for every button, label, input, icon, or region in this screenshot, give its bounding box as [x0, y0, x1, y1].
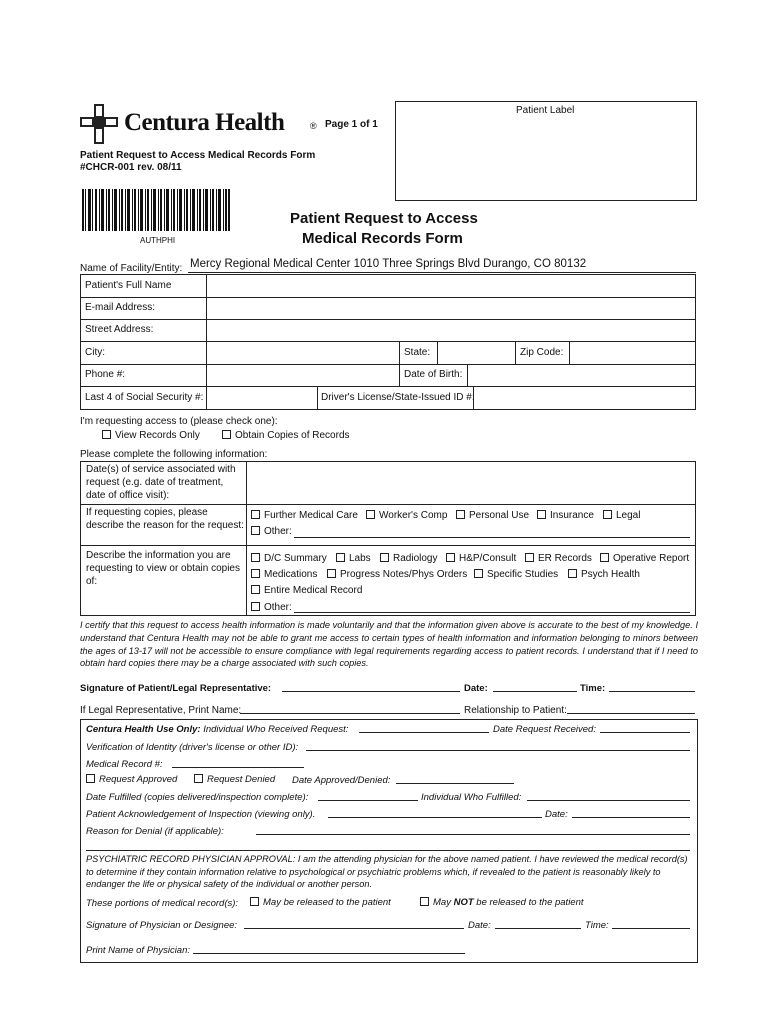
signature-label: Signature of Patient/Legal Representative: [80, 683, 272, 694]
patient-full-name-input[interactable] [207, 275, 695, 296]
received-by-input[interactable] [359, 723, 489, 733]
street-input[interactable] [207, 320, 695, 340]
reason-workers-comp[interactable]: Worker's Comp [366, 510, 447, 521]
dates-label-2: request (e.g. date of treatment, [86, 477, 224, 488]
state-input[interactable] [438, 342, 514, 363]
date-received-input[interactable] [600, 723, 690, 733]
type-dc-summary[interactable]: D/C Summary [251, 553, 327, 564]
request-approved-checkbox[interactable] [86, 774, 95, 783]
phone-input[interactable] [207, 365, 398, 385]
hp-consult-checkbox[interactable] [446, 553, 455, 562]
facility-field[interactable] [188, 258, 696, 273]
physician-print-label: Print Name of Physician: [86, 945, 191, 956]
date-fulfilled-input[interactable] [318, 791, 418, 801]
state-label: State: [404, 347, 431, 358]
city-label: City: [85, 347, 105, 358]
psych-approval-text: PSYCHIATRIC RECORD PHYSICIAN APPROVAL: I am the attending physician for the above named patient. I have reviewed the medical record(s) to determine if they contain information relative to psychological or psychiatric problems which, if revealed to the patient is reasonably likely to endanger the life or physical safety of the individual or another person. [86, 854, 688, 890]
license-label: Driver's License/State-Issued ID #: [321, 392, 475, 403]
personal-use-checkbox[interactable] [456, 510, 465, 519]
physician-signature-label: Signature of Physician or Designee: [86, 920, 238, 931]
ssn-input[interactable] [207, 387, 316, 409]
type-entire-record[interactable]: Entire Medical Record [251, 585, 362, 596]
registered-mark: ® [310, 121, 317, 131]
facility-label: Name of Facility/Entity: [80, 263, 183, 274]
form-title-line2: Medical Records Form [302, 230, 463, 247]
type-psych-health[interactable]: Psych Health [568, 569, 640, 580]
individual-fulfilled-label: Individual Who Fulfilled: [421, 792, 522, 803]
patient-label-title: Patient Label [516, 105, 575, 116]
ack-date-label: Date: [545, 809, 568, 820]
further-care-checkbox[interactable] [251, 510, 260, 519]
date-approved-label: Date Approved/Denied: [292, 775, 391, 786]
labs-checkbox[interactable] [336, 553, 345, 562]
type-labs[interactable]: Labs [336, 553, 371, 564]
dob-label: Date of Birth: [404, 369, 463, 380]
relationship-input[interactable] [567, 704, 695, 714]
radiology-checkbox[interactable] [380, 553, 389, 562]
medications-checkbox[interactable] [251, 569, 260, 578]
barcode-icon [82, 189, 230, 231]
insurance-checkbox[interactable] [537, 510, 546, 519]
describe-label-2: requesting to view or obtain copies [86, 563, 240, 574]
verification-label: Verification of Identity (driver's license or other ID): [86, 742, 299, 753]
operative-report-checkbox[interactable] [600, 553, 609, 562]
date-approved-input[interactable] [396, 774, 514, 784]
phone-label: Phone #: [85, 369, 126, 380]
form-title-line1: Patient Request to Access [290, 210, 478, 227]
form-name: Patient Request to Access Medical Records Form [80, 150, 316, 161]
physician-time-input[interactable] [612, 919, 690, 929]
dob-input[interactable] [468, 365, 695, 385]
may-release-option[interactable]: May be released to the patient [250, 897, 391, 908]
type-operative-report[interactable]: Operative Report [600, 553, 689, 564]
signature-date-label: Date: [464, 683, 488, 694]
type-other[interactable]: Other: [251, 602, 292, 613]
signature-date-input[interactable] [493, 682, 577, 692]
obtain-copies-checkbox[interactable] [222, 430, 231, 439]
individual-fulfilled-input[interactable] [527, 791, 690, 801]
specific-studies-checkbox[interactable] [474, 569, 483, 578]
request-denied-option[interactable]: Request Denied [194, 774, 275, 785]
obtain-copies-option[interactable]: Obtain Copies of Records [222, 430, 350, 441]
entire-record-checkbox[interactable] [251, 585, 260, 594]
complete-info-label: Please complete the following information: [80, 449, 268, 460]
ack-date-input[interactable] [572, 808, 690, 818]
progress-notes-checkbox[interactable] [327, 569, 336, 578]
request-denied-checkbox[interactable] [194, 774, 203, 783]
barcode [82, 189, 230, 231]
acknowledgement-label: Patient Acknowledgement of Inspection (viewing only). [86, 809, 316, 820]
medical-record-label: Medical Record #: [86, 759, 163, 770]
zip-input[interactable] [570, 342, 695, 363]
reason-label-2: describe the reason for the request: [86, 520, 244, 531]
facility-value: Mercy Regional Medical Center 1010 Three Springs Blvd Durango, CO 80132 [190, 258, 587, 270]
date-fulfilled-label: Date Fulfilled (copies delivered/inspection complete): [86, 792, 309, 803]
reason-other-input[interactable] [294, 527, 690, 538]
license-input[interactable] [474, 387, 695, 409]
may-release-checkbox[interactable] [250, 897, 259, 906]
reason-insurance[interactable]: Insurance [537, 510, 594, 521]
legal-checkbox[interactable] [603, 510, 612, 519]
page-number: Page 1 of 1 [325, 119, 378, 130]
view-records-checkbox[interactable] [102, 430, 111, 439]
relationship-label: Relationship to Patient: [464, 705, 567, 716]
describe-label-3: of: [86, 576, 98, 587]
reason-legal[interactable]: Legal [603, 510, 640, 521]
signature-time-input[interactable] [609, 682, 695, 692]
reason-label-1: If requesting copies, please [86, 507, 208, 518]
certification-text: I certify that this request to access health information is made voluntarily and that the information given above is accurate to the best of my knowledge. I understand that Centura Health may not be able to grant me access to certain types of health information and information belonging to minors between the ages of 13-17 will not be accessible to ensure compliance with legal requirements regarding access to patient records. I understand that if I need to obtain hard copies there may be a charge associated with such copies. [80, 620, 698, 669]
zip-label: Zip Code: [520, 347, 564, 358]
reason-personal-use[interactable]: Personal Use [456, 510, 529, 521]
type-other-checkbox[interactable] [251, 602, 260, 611]
form-code: #CHCR-001 rev. 08/11 [80, 162, 182, 173]
physician-date-input[interactable] [495, 919, 581, 929]
city-input[interactable] [207, 342, 398, 363]
type-other-input[interactable] [294, 602, 690, 613]
portions-label: These portions of medical record(s): [86, 898, 239, 909]
barcode-caption: AUTHPHI [140, 236, 176, 245]
may-not-release-option[interactable]: May NOT be released to the patient [420, 897, 584, 908]
reason-other[interactable]: Other: [251, 526, 292, 537]
signature-time-label: Time: [580, 683, 606, 694]
dates-label-1: Date(s) of service associated with [86, 464, 236, 475]
workers-comp-checkbox[interactable] [366, 510, 375, 519]
rep-name-label: If Legal Representative, Print Name: [80, 705, 242, 716]
request-approved-option[interactable]: Request Approved [86, 774, 177, 785]
denial-reason-input[interactable] [256, 825, 690, 835]
physician-print-input[interactable] [193, 944, 465, 954]
access-prompt: I'm requesting access to (please check one): [80, 416, 278, 427]
type-medications[interactable]: Medications [251, 569, 317, 580]
dc-summary-checkbox[interactable] [251, 553, 260, 562]
er-records-checkbox[interactable] [525, 553, 534, 562]
denial-reason-input-2[interactable] [86, 841, 690, 851]
email-label: E-mail Address: [85, 302, 156, 313]
street-label: Street Address: [85, 324, 154, 335]
cross-logo-icon [80, 104, 118, 144]
view-records-option[interactable]: View Records Only [102, 430, 200, 441]
physician-time-label: Time: [585, 920, 609, 931]
use-only-label: Centura Health Use Only: Individual Who Received Request: [86, 724, 349, 735]
patient-full-name-label: Patient's Full Name [85, 280, 172, 291]
physician-date-label: Date: [468, 920, 491, 931]
medical-record-input[interactable] [172, 758, 304, 768]
verification-input[interactable] [306, 741, 690, 751]
psych-health-checkbox[interactable] [568, 569, 577, 578]
patient-label-box [395, 101, 697, 201]
physician-signature-input[interactable] [244, 919, 464, 929]
brand-name: Centura Health [124, 109, 285, 136]
email-input[interactable] [207, 298, 695, 318]
reason-other-checkbox[interactable] [251, 526, 260, 535]
type-radiology[interactable]: Radiology [380, 553, 437, 564]
date-received-label: Date Request Received: [493, 724, 596, 735]
denial-reason-label: Reason for Denial (if applicable): [86, 826, 224, 837]
may-not-release-checkbox[interactable] [420, 897, 429, 906]
ssn-label: Last 4 of Social Security #: [85, 392, 204, 403]
dates-of-service-input[interactable] [247, 462, 695, 503]
centura-logo [80, 104, 320, 144]
type-hp-consult[interactable]: H&P/Consult [446, 553, 516, 564]
acknowledgement-input[interactable] [328, 808, 542, 818]
signature-input[interactable] [282, 682, 460, 692]
type-specific-studies[interactable]: Specific Studies [474, 569, 558, 580]
describe-label-1: Describe the information you are [86, 550, 231, 561]
reason-further-care[interactable]: Further Medical Care [251, 510, 358, 521]
rep-name-input[interactable] [240, 704, 460, 714]
type-er-records[interactable]: ER Records [525, 553, 592, 564]
dates-label-3: date of office visit): [86, 490, 170, 501]
type-progress-notes[interactable]: Progress Notes/Phys Orders [327, 569, 467, 580]
